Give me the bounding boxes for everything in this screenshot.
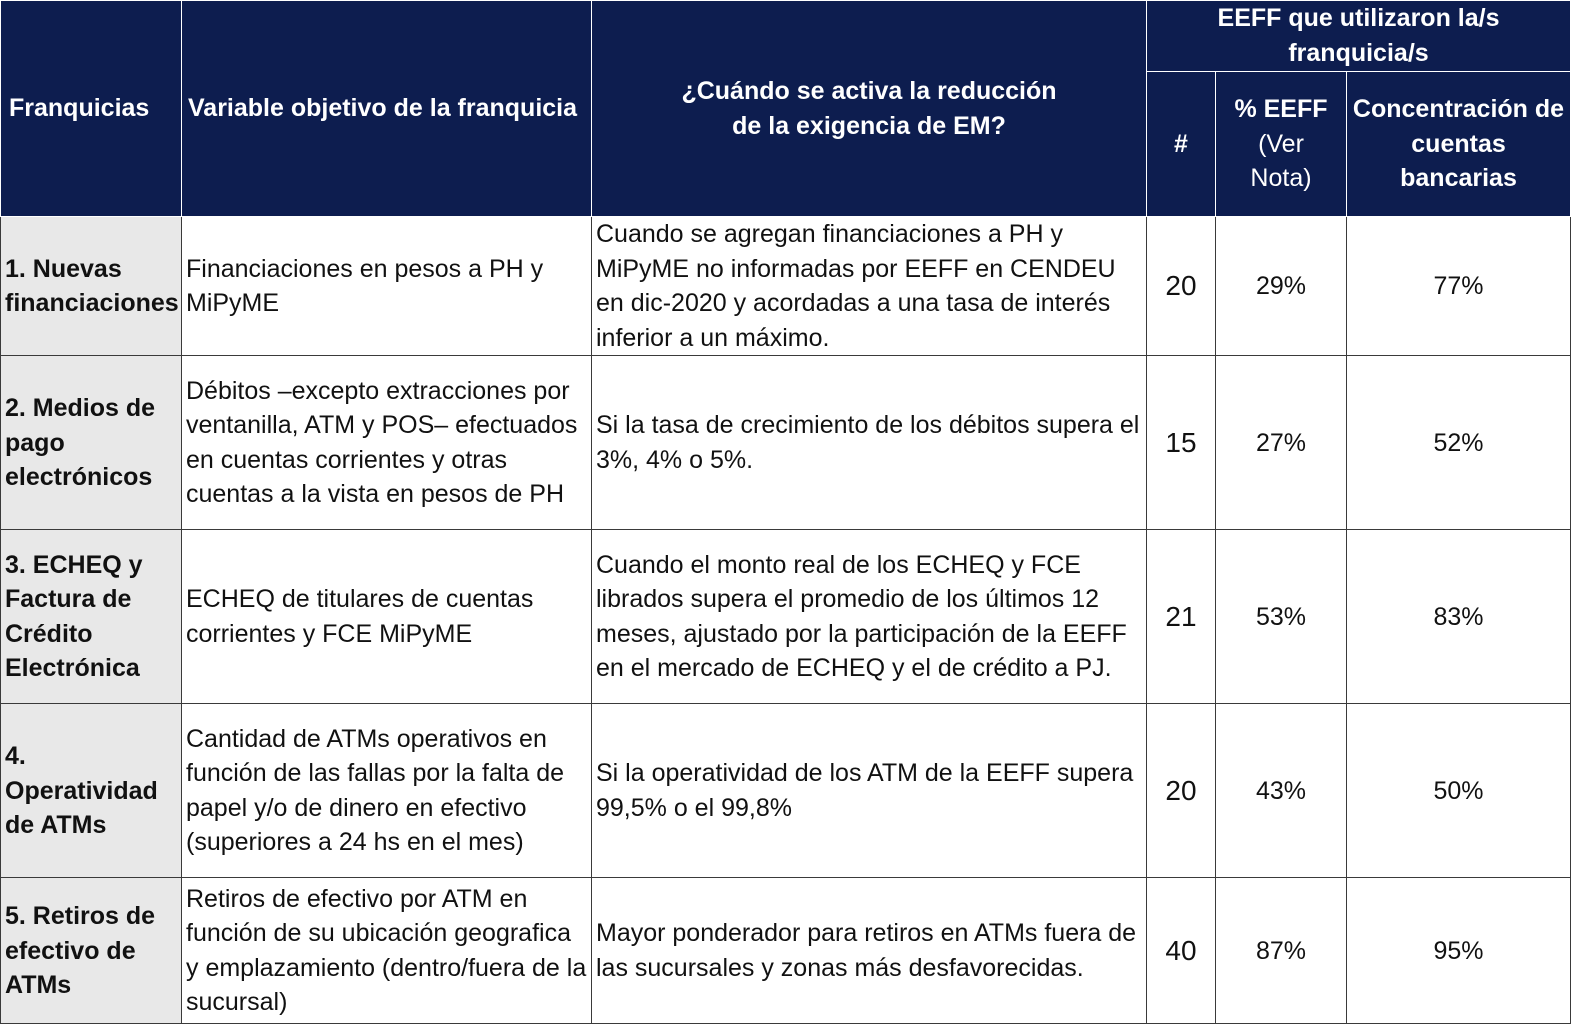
header-row-top	[1, 1, 1571, 72]
eeff-count: 40	[1147, 878, 1216, 1024]
franchise-activation: Cuando se agregan financiaciones a PH y MiPyME no informadas por EEFF en CENDEU en dic-2020 y acordadas a una tasa de interés inferior a un máximo.	[592, 217, 1147, 356]
franchise-name: 4. Operatividad de ATMs	[1, 704, 182, 878]
table-row	[1, 356, 1571, 530]
header-franquicias: Franquicias	[1, 1, 182, 217]
account-concentration: 50%	[1347, 704, 1571, 878]
franchise-variable: Cantidad de ATMs operativos en función de las fallas por la falta de papel y/o de dinero en efectivo	[186, 724, 565, 822]
account-concentration: 83%	[1347, 530, 1571, 704]
header-pct	[1216, 72, 1347, 217]
franchise-name: 1. Nuevas financiaciones	[1, 217, 182, 356]
account-concentration: 77%	[1347, 217, 1571, 356]
account-concentration: 52%	[1347, 356, 1571, 530]
franchise-activation: Cuando el monto real de los ECHEQ y FCE librados supera el promedio de los últimos 12 meses, ajustado por la participación de la EEFF en el mercado de ECHEQ y el de crédito a PJ.	[592, 530, 1147, 704]
franchise-activation: Si la tasa de crecimiento de los débitos supera el 3%, 4% o 5%.	[592, 356, 1147, 530]
header-pct-title: % EEFF	[1234, 95, 1328, 124]
franchise-name: 5. Retiros de efectivo de ATMs	[1, 878, 182, 1024]
eeff-percent: 29%	[1216, 217, 1347, 356]
eeff-count: 15	[1147, 356, 1216, 530]
franchise-variable: Retiros de efectivo por ATM en función de su ubicación geografica y emplazamiento (dentro/fuera de la sucursal)	[182, 878, 592, 1024]
header-activation: ¿Cuándo se activa la reducción de la exigencia de EM?	[592, 1, 1147, 217]
eeff-percent: 87%	[1216, 878, 1347, 1024]
eeff-percent: 27%	[1216, 356, 1347, 530]
franchise-variable-extra: (superiores a 24 hs en el mes)	[186, 828, 524, 857]
eeff-count: 20	[1147, 704, 1216, 878]
franchise-variable: Financiaciones en pesos a PH y MiPyME	[182, 217, 592, 356]
franchise-variable-cell	[182, 704, 592, 878]
header-pct-note: (Ver Nota)	[1250, 129, 1312, 193]
header-count: #	[1147, 72, 1216, 217]
franchise-variable: Débitos –excepto extracciones por ventanilla, ATM y POS– efectuados en cuentas corrientes y otras cuentas a la vista en pesos de PH	[182, 356, 592, 530]
table-row	[1, 878, 1571, 1024]
header-concentration: Concentración de cuentas bancarias	[1347, 72, 1571, 217]
eeff-count: 21	[1147, 530, 1216, 704]
account-concentration: 95%	[1347, 878, 1571, 1024]
eeff-percent: 43%	[1216, 704, 1347, 878]
table-row	[1, 530, 1571, 704]
franchise-activation: Si la operatividad de los ATM de la EEFF supera 99,5% o el 99,8%	[592, 704, 1147, 878]
table-row	[1, 217, 1571, 356]
franchise-activation: Mayor ponderador para retiros en ATMs fuera de las sucursales y zonas más desfavorecidas.	[592, 878, 1147, 1024]
franchise-variable: ECHEQ de titulares de cuentas corrientes y FCE MiPyME	[182, 530, 592, 704]
eeff-count: 20	[1147, 217, 1216, 356]
header-variable: Variable objetivo de la franquicia	[182, 1, 592, 217]
table-row	[1, 704, 1571, 878]
header-eeff-group: EEFF que utilizaron la/s franquicia/s	[1147, 1, 1571, 72]
franchise-name: 2. Medios de pago electrónicos	[1, 356, 182, 530]
franchise-name: 3. ECHEQ y Factura de Crédito Electrónica	[1, 530, 182, 704]
eeff-percent: 53%	[1216, 530, 1347, 704]
